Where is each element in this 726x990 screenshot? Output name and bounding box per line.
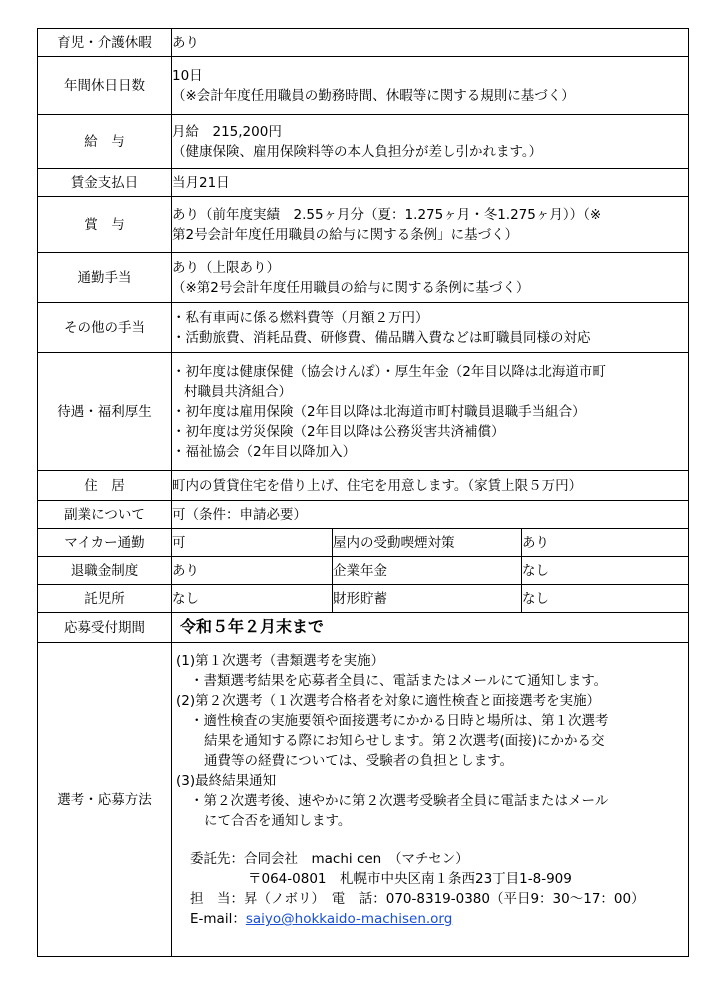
commute-allowance-line-2: （※第2号会計年度任用職員の給与に関する条例に基づく） — [172, 279, 530, 296]
row-payday — [38, 169, 689, 197]
value-side-job: 可（条件：申請必要） — [172, 501, 689, 529]
label-pension: 企業年金 — [333, 557, 522, 585]
label-commute-allowance: 通勤手当 — [38, 253, 172, 303]
other-allowance-line-1: ・私有車両に係る燃料費等（月額２万円） — [172, 309, 429, 326]
value-car-commute: 可 — [172, 529, 333, 557]
label-welfare: 待遇・福利厚生 — [38, 353, 172, 471]
welfare-line-5: ・福祉協会（2年目以降加入） — [172, 443, 357, 460]
value-commute-allowance — [172, 253, 689, 303]
value-pension: なし — [522, 557, 689, 585]
welfare-line-4: ・初年度は労災保険（2年目以降は公務災害共済補償） — [172, 423, 505, 440]
label-payday: 賃金支払日 — [38, 169, 172, 197]
job-conditions-table — [37, 28, 689, 957]
welfare-line-2: 村職員共済組合） — [184, 383, 292, 400]
value-payday: 当月21日 — [172, 169, 689, 197]
row-salary — [38, 115, 689, 169]
label-holidays: 年間休日日数 — [38, 57, 172, 115]
value-other-allowance — [172, 303, 689, 353]
row-childcare — [38, 29, 689, 57]
row-welfare — [38, 353, 689, 471]
row-car-commute — [38, 529, 689, 557]
label-savings: 財形貯蓄 — [333, 585, 522, 613]
selection-line-6: 通費等の経費については、受験者の負担とします。 — [204, 753, 514, 769]
selection-line-2: ・書類選考結果を応募者全員に、電話またはメールにて通知します。 — [190, 673, 608, 689]
value-daycare: なし — [172, 585, 333, 613]
row-retirement — [38, 557, 689, 585]
value-housing: 町内の賃貸住宅を借り上げ、住宅を用意します。（家賃上限５万円） — [172, 471, 689, 501]
contact-email-line — [172, 909, 688, 929]
row-deadline — [38, 613, 689, 643]
value-selection — [172, 643, 689, 957]
welfare-line-3: ・初年度は雇用保険（2年目以降は北海道市町村職員退職手当組合） — [172, 403, 586, 420]
welfare-line-1: ・初年度は健康保健（協会けんぽ）・厚生年金（2年目以降は北海道市町 — [172, 363, 606, 380]
value-salary — [172, 115, 689, 169]
email-label: E-mail： — [190, 911, 246, 927]
selection-line-7: (3)最終結果通知 — [176, 773, 277, 789]
salary-line-2: （健康保険、雇用保険料等の本人負担分が差し引かれます。） — [172, 143, 543, 160]
row-housing — [38, 471, 689, 501]
label-daycare: 託児所 — [38, 585, 172, 613]
holidays-line-1: 10日 — [172, 67, 203, 84]
row-commute-allowance — [38, 253, 689, 303]
value-bonus — [172, 197, 689, 253]
email-link[interactable]: saiyo@hokkaido-machisen.org — [245, 911, 453, 927]
selection-line-9: にて合否を通知します。 — [204, 813, 352, 829]
label-retirement: 退職金制度 — [38, 557, 172, 585]
selection-line-3: (2)第２次選考（１次選考合格者を対象に適性検査と面接選考を実施） — [176, 693, 601, 709]
value-holidays — [172, 57, 689, 115]
salary-line-1: 月給 215,200円 — [172, 123, 282, 140]
contact-line-3: 担 当：昇（ノボリ） 電 話：070-8319-0380（平日9：30～17：00） — [190, 891, 645, 907]
label-salary: 給 与 — [38, 115, 172, 169]
label-bonus: 賞 与 — [38, 197, 172, 253]
contact-line-1: 委託先：合同会社 machi cen （マチセン） — [190, 851, 469, 867]
value-deadline: 令和５年２月末まで — [180, 617, 325, 636]
value-deadline-cell — [172, 613, 689, 643]
value-retirement: あり — [172, 557, 333, 585]
holidays-line-2: （※会計年度任用職員の勤務時間、休暇等に関する規則に基づく） — [172, 87, 575, 104]
selection-line-5: 結果を通知する際にお知らせします。第２次選考(面接)にかかる交 — [204, 733, 605, 749]
value-smoking: あり — [522, 529, 689, 557]
row-side-job — [38, 501, 689, 529]
label-smoking: 屋内の受動喫煙対策 — [333, 529, 522, 557]
row-holidays — [38, 57, 689, 115]
row-other-allowance — [38, 303, 689, 353]
row-daycare — [38, 585, 689, 613]
value-childcare: あり — [172, 29, 689, 57]
commute-allowance-line-1: あり（上限あり） — [172, 259, 280, 276]
label-housing: 住 居 — [38, 471, 172, 501]
row-bonus — [38, 197, 689, 253]
value-savings: なし — [522, 585, 689, 613]
label-other-allowance: その他の手当 — [38, 303, 172, 353]
row-selection — [38, 643, 689, 957]
label-side-job: 副業について — [38, 501, 172, 529]
selection-line-8: ・第２次選考後、速やかに第２次選考受験者全員に電話またはメール — [190, 793, 609, 809]
bonus-line-1: あり（前年度実績 2.55ヶ月分（夏：1.275ヶ月・冬1.275ヶ月））（※ — [172, 206, 602, 223]
contact-line-2: 〒064-0801 札幌市中央区南１条西23丁目1-8-909 — [248, 871, 572, 887]
selection-line-1: (1)第１次選考（書類選考を実施） — [176, 653, 385, 669]
label-selection: 選考・応募方法 — [38, 643, 172, 957]
bonus-line-2: 第2号会計年度任用職員の給与に関する条例」に基づく） — [172, 226, 519, 243]
label-car-commute: マイカー通勤 — [38, 529, 172, 557]
value-welfare — [172, 353, 689, 471]
label-deadline: 応募受付期間 — [38, 613, 172, 643]
selection-line-4: ・適性検査の実施要領や面接選考にかかる日時と場所は、第１次選考 — [190, 713, 609, 729]
label-childcare: 育児・介護休暇 — [38, 29, 172, 57]
other-allowance-line-2: ・活動旅費、消耗品費、研修費、備品購入費などは町職員同様の対応 — [172, 329, 591, 346]
